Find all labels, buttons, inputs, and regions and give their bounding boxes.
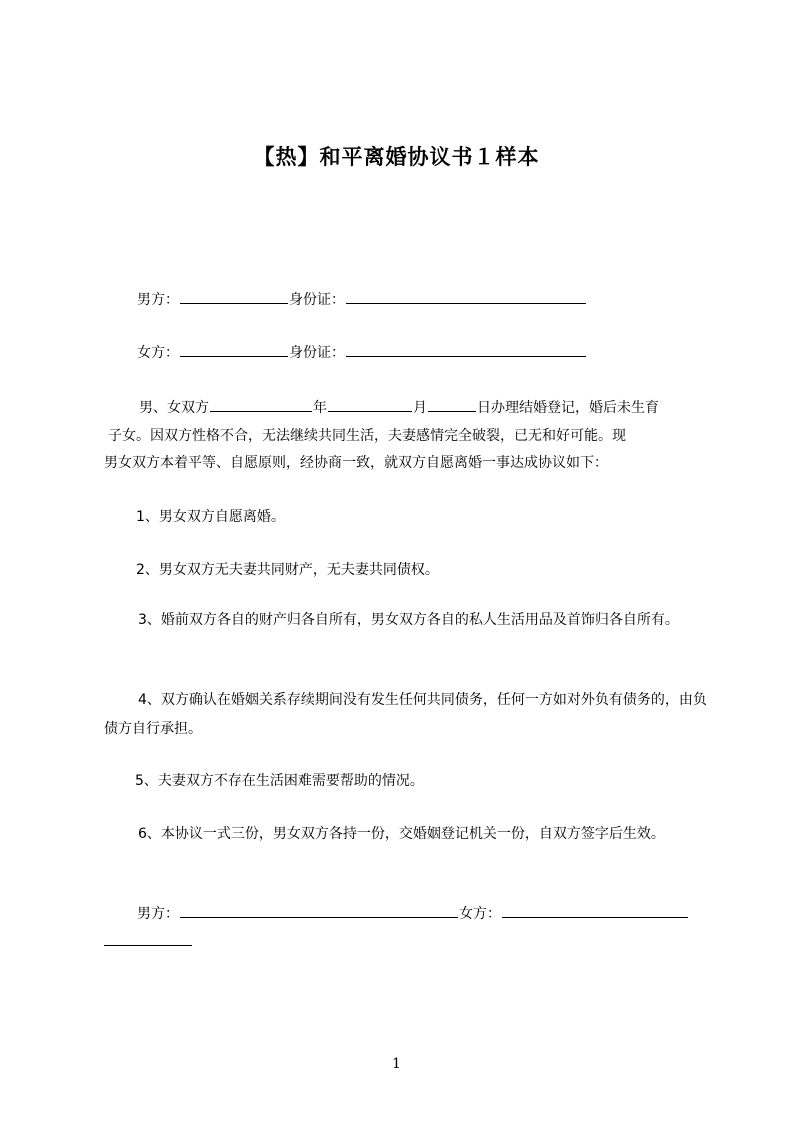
day-blank xyxy=(428,398,476,412)
intro-month-label: 月 xyxy=(413,400,427,416)
intro-line-3: 男女双方本着平等、自愿原则，经协商一致，就双方自愿离婚一事达成协议如下： xyxy=(104,455,608,471)
year-blank xyxy=(210,398,312,412)
intro-line-1 xyxy=(139,398,659,418)
clause-6: 6、本协议一式三份，男女双方各持一份，交婚姻登记机关一份，自双方签字后生效。 xyxy=(138,826,665,842)
wife-signature-blank xyxy=(502,904,688,918)
clause-3: 3、婚前双方各自的财产归各自所有，男女双方各自的私人生活用品及首饰归各自所有。 xyxy=(138,612,679,628)
husband-id-blank xyxy=(346,290,586,304)
wife-signature-blank-continued xyxy=(104,932,192,946)
wife-id-blank xyxy=(346,343,586,357)
husband-label: 男方： xyxy=(137,292,179,308)
husband-id-line xyxy=(137,290,587,310)
wife-label: 女方： xyxy=(137,345,179,361)
intro-text-part1: 男、女双方 xyxy=(139,400,209,416)
wife-name-blank xyxy=(180,343,288,357)
signature-wife-label: 女方： xyxy=(459,906,501,922)
page-number: 1 xyxy=(392,1056,401,1072)
document-title: 【热】和平离婚协议书１样本 xyxy=(253,145,540,169)
wife-id-label: 身份证： xyxy=(289,345,345,361)
husband-id-label: 身份证： xyxy=(289,292,345,308)
wife-id-line xyxy=(137,343,587,363)
clause-1: 1、男女双方自愿离婚。 xyxy=(136,509,285,525)
intro-line-2: 子女。因双方性格不合，无法继续共同生活，夫妻感情完全破裂，已无和好可能。现 xyxy=(108,428,626,444)
clause-2: 2、男女双方无夫妻共同财产，无夫妻共同债权。 xyxy=(136,562,439,578)
husband-signature-blank xyxy=(180,904,458,918)
intro-text-day: 日办理结婚登记，婚后未生育 xyxy=(477,400,659,416)
signature-husband-label: 男方： xyxy=(137,906,179,922)
clause-5: 5、夫妻双方不存在生活困难需要帮助的情况。 xyxy=(135,773,424,789)
signature-line-continued xyxy=(104,932,192,952)
signature-line xyxy=(137,904,689,924)
clause-4: 4、双方确认在婚姻关系存续期间没有发生任何共同债务，任何一方如对外负有债务的，由负债方自行承担。 xyxy=(104,692,707,737)
husband-name-blank xyxy=(180,290,288,304)
intro-year-label: 年 xyxy=(313,400,327,416)
month-blank xyxy=(328,398,412,412)
